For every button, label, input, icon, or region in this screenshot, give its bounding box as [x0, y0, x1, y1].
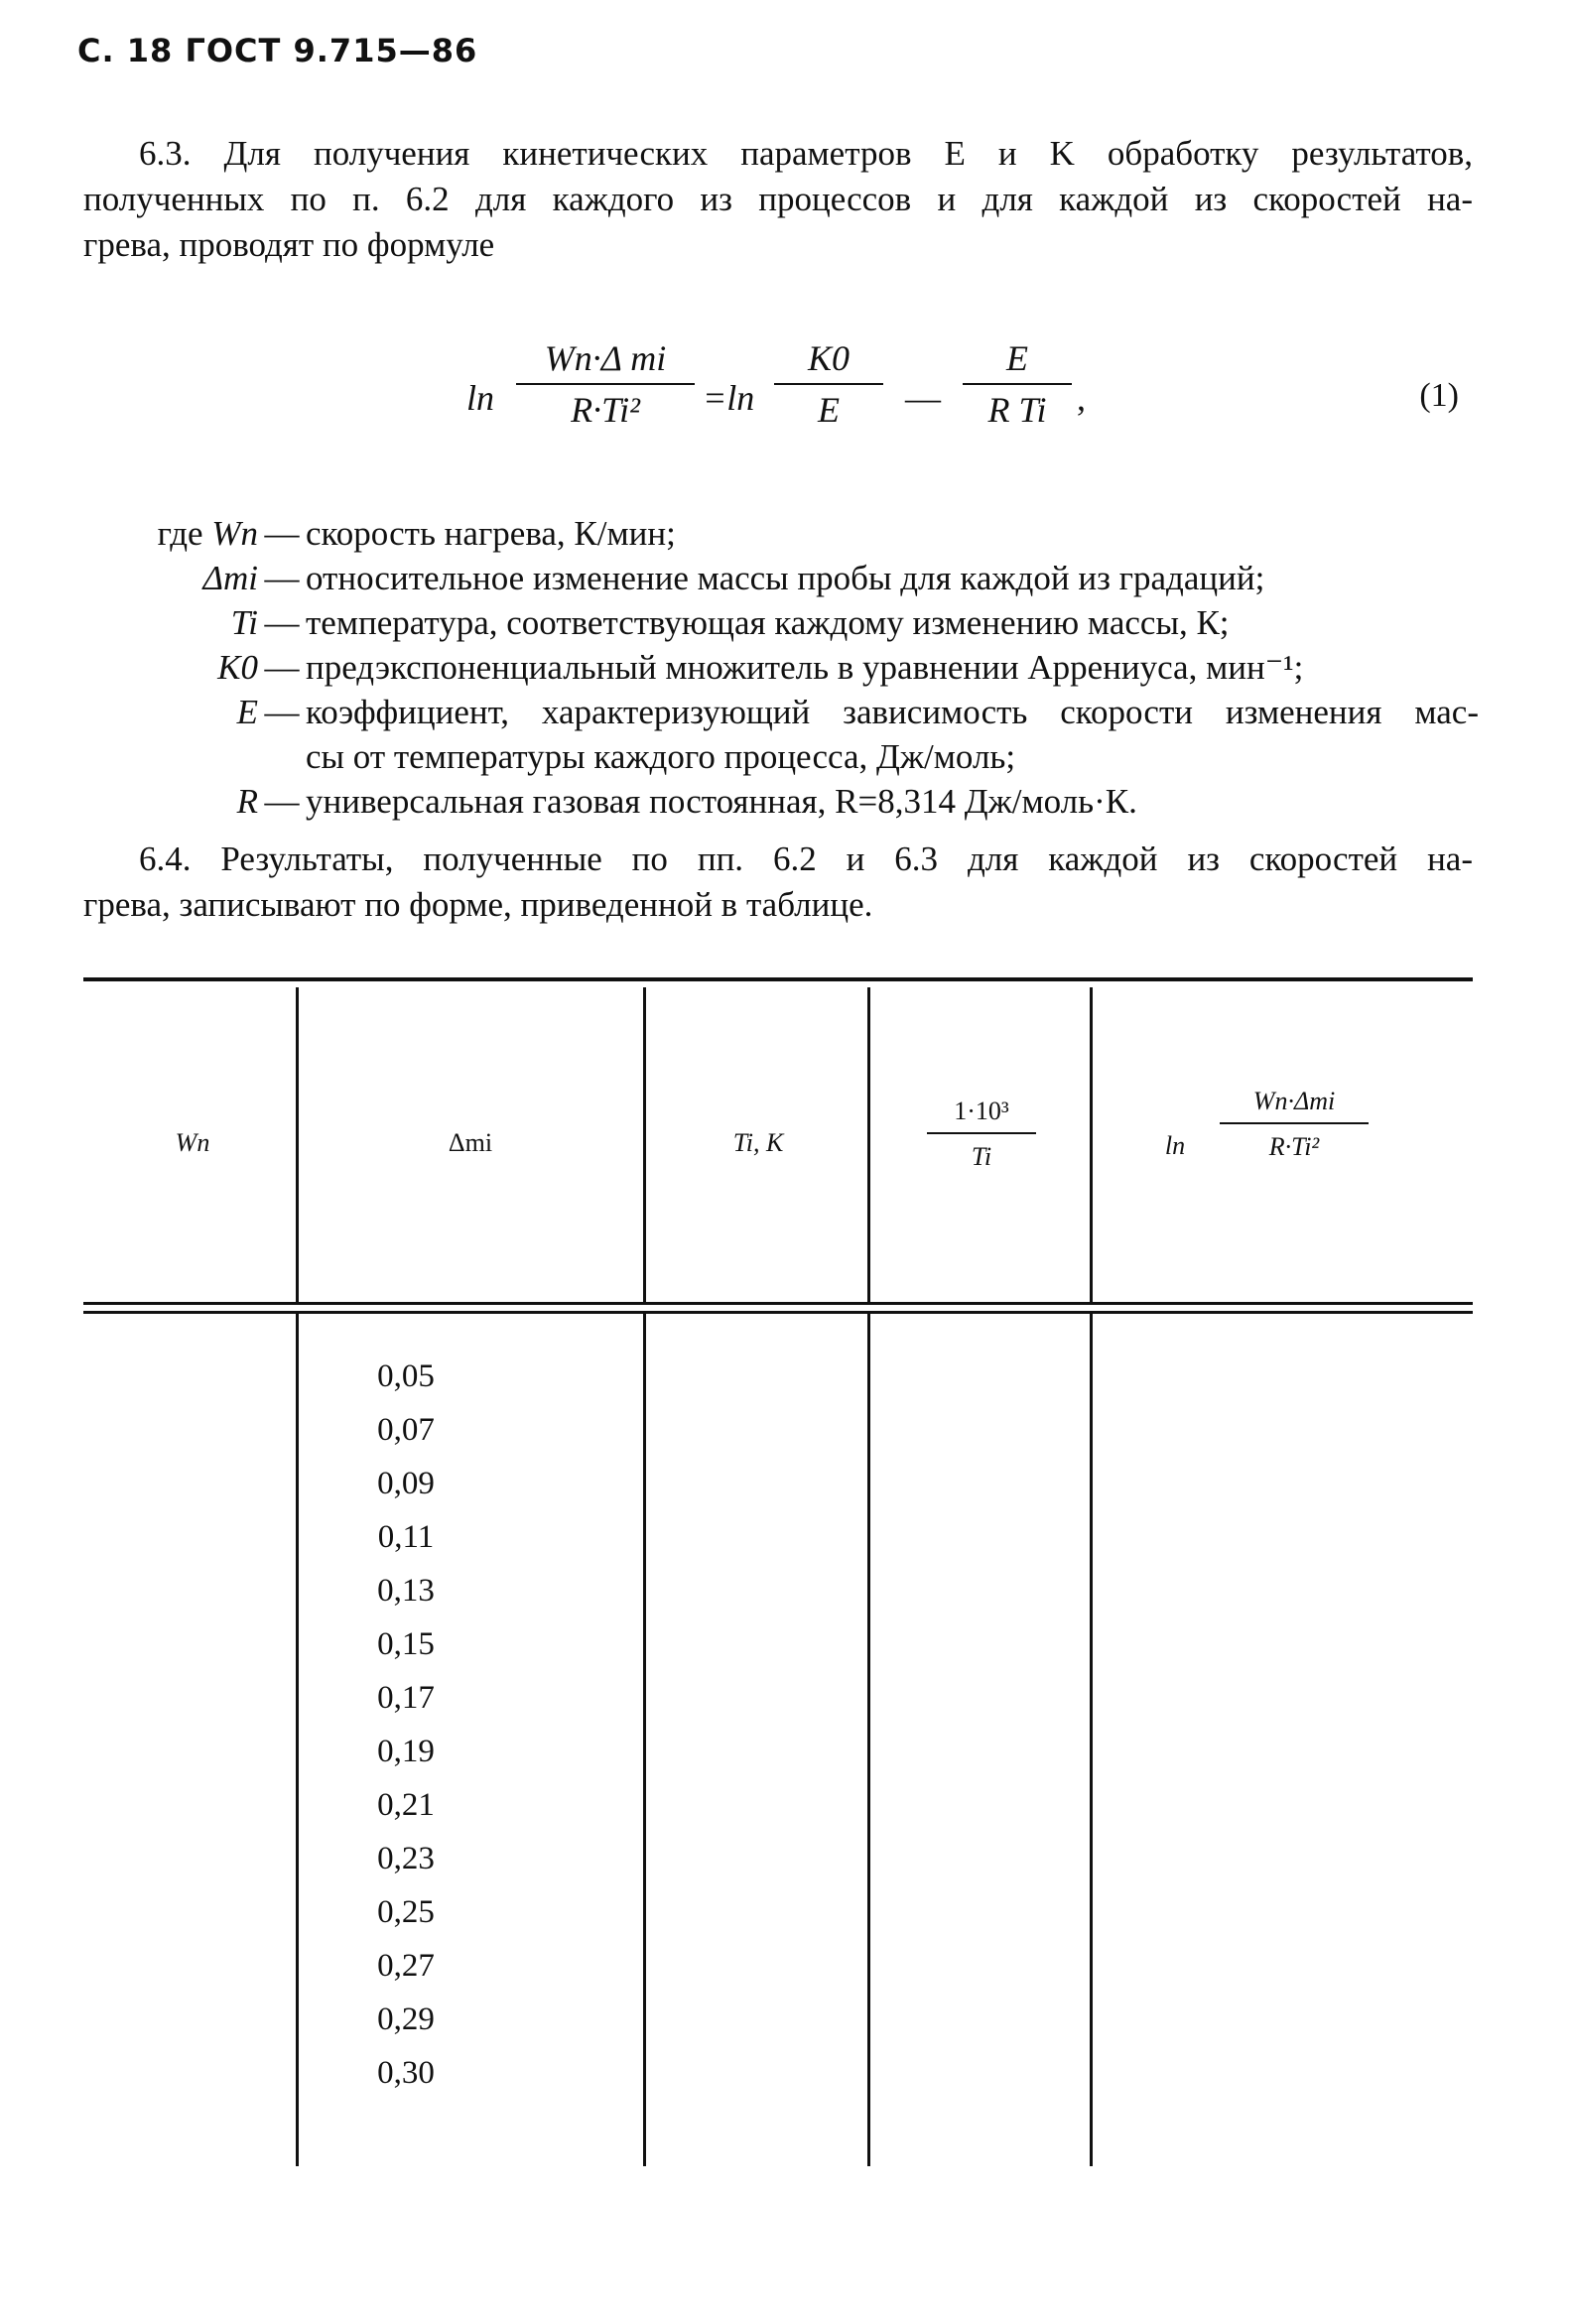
formula-1	[466, 337, 1459, 456]
paragraph-6-4	[83, 837, 1473, 928]
table-column-divider	[1090, 987, 1093, 1303]
definition-item: Ti — температура, соответствующая каждому изменению массы, К;	[69, 600, 1479, 645]
definition-item: Δmi — относительное изменение массы пробы для каждой из градаций;	[69, 556, 1479, 600]
table-cell: 0,21	[377, 1787, 435, 1823]
formula-numerator: K0	[774, 337, 883, 385]
paragraph-6-3	[83, 131, 1473, 268]
definition-text: предэкспоненциальный множитель в уравнении Аррениуса, мин⁻¹;	[306, 648, 1304, 687]
column-header-ln: ln	[1164, 1131, 1186, 1160]
table-column-divider	[867, 1313, 870, 2166]
table-column-divider	[867, 987, 870, 1303]
table-cell: 0,23	[377, 1841, 435, 1876]
paragraph-line: грева, записывают по форме, приведенной в таблице.	[83, 885, 873, 924]
definition-text: температура, соответствующая каждому изменению массы, К;	[306, 603, 1230, 642]
formula-denominator: R·Ti²	[571, 390, 640, 430]
column-header-t: Ti, К	[732, 1128, 784, 1157]
results-table	[83, 977, 1473, 2168]
definition-text: универсальная газовая постоянная, R=8,314 Дж/моль·К.	[306, 782, 1137, 821]
table-cell: 0,15	[377, 1626, 435, 1662]
definition-text: коэффициент, характеризующий зависимость скорости изменения мас-	[306, 693, 1479, 731]
table-cell: 0,30	[377, 2055, 435, 2091]
delta-m-values	[297, 1350, 515, 2100]
column-header-numerator: Wn·Δmi	[1220, 1087, 1369, 1124]
paragraph-line: 6.4. Результаты, полученные по пп. 6.2 и 6.3 для каждой из скоростей на-	[139, 839, 1473, 878]
table-column-divider	[643, 987, 646, 1303]
column-header-wn: Wn	[175, 1128, 210, 1157]
formula-denominator: R Ti	[987, 390, 1047, 430]
table-cell: 0,19	[377, 1734, 435, 1769]
table-column-divider	[643, 1313, 646, 2166]
column-header-log-expression	[1205, 1087, 1383, 1162]
table-cell: 0,13	[377, 1573, 435, 1609]
paragraph-line: грева, проводят по формуле	[83, 225, 495, 264]
definition-text-continued: сы от температуры каждого процесса, Дж/моль;	[306, 737, 1016, 776]
page-header: С. 18 ГОСТ 9.715—86	[77, 32, 478, 69]
table-cell: 0,09	[377, 1466, 435, 1501]
definitions-list	[69, 511, 1479, 824]
formula-fraction-2	[774, 337, 883, 431]
table-header-rule	[83, 1311, 1473, 1314]
table-column-divider	[296, 987, 299, 1303]
definition-symbol: K0	[217, 648, 258, 687]
definition-lead: где	[157, 514, 212, 553]
definition-item: K0 — предэкспоненциальный множитель в уравнении Аррениуса, мин⁻¹;	[69, 645, 1479, 690]
formula-equals-ln: =ln	[703, 378, 755, 418]
table-cell: 0,25	[377, 1894, 435, 1930]
table-cell: 0,29	[377, 2001, 435, 2037]
table-header-rule	[83, 1302, 1473, 1305]
table-column-divider	[1090, 1313, 1093, 2166]
paragraph-line: 6.3. Для получения кинетических параметров E и K обработку результатов,	[139, 134, 1473, 173]
table-cell: 0,27	[377, 1948, 435, 1984]
definition-text: относительное изменение массы пробы для каждой из градаций;	[306, 559, 1265, 597]
column-header-denominator: Ti	[971, 1142, 992, 1171]
definition-item: где Wn — скорость нагрева, К/мин;	[69, 511, 1479, 556]
paragraph-line: полученных по п. 6.2 для каждого из процессов и для каждой из скоростей на-	[83, 180, 1473, 218]
formula-comma: ,	[1077, 378, 1086, 418]
formula-number: (1)	[1419, 377, 1459, 414]
definition-item: R — универсальная газовая постоянная, R=8,314 Дж/моль·К.	[69, 779, 1479, 824]
table-cell: 0,07	[377, 1412, 435, 1448]
table-top-rule	[83, 977, 1473, 981]
definition-symbol: E	[236, 693, 258, 731]
table-cell: 0,17	[377, 1680, 435, 1716]
formula-ln: ln	[466, 378, 495, 418]
table-cell: 0,11	[377, 1519, 435, 1555]
column-header-denominator: R·Ti²	[1268, 1132, 1320, 1161]
formula-denominator: E	[818, 390, 840, 430]
definition-symbol: R	[236, 782, 258, 821]
definition-text: скорость нагрева, К/мин;	[306, 514, 676, 553]
definition-symbol: Δmi	[202, 559, 258, 597]
column-header-inverse-t	[882, 1097, 1081, 1172]
definition-item: E — коэффициент, характеризующий зависимость скорости изменения мас- сы от температуры каждого процесса, Дж/моль;	[69, 690, 1479, 779]
definition-symbol: Ti	[230, 603, 258, 642]
formula-numerator: E	[963, 337, 1072, 385]
formula-minus: —	[905, 378, 941, 418]
formula-numerator: Wn·Δ mi	[516, 337, 695, 385]
column-header-delta-m: Δmi	[448, 1128, 493, 1157]
column-header-numerator: 1·10³	[927, 1097, 1036, 1134]
definition-symbol: Wn	[211, 514, 258, 553]
formula-fraction-3	[963, 337, 1072, 431]
formula-fraction-1	[516, 337, 695, 431]
table-cell: 0,05	[377, 1358, 435, 1394]
